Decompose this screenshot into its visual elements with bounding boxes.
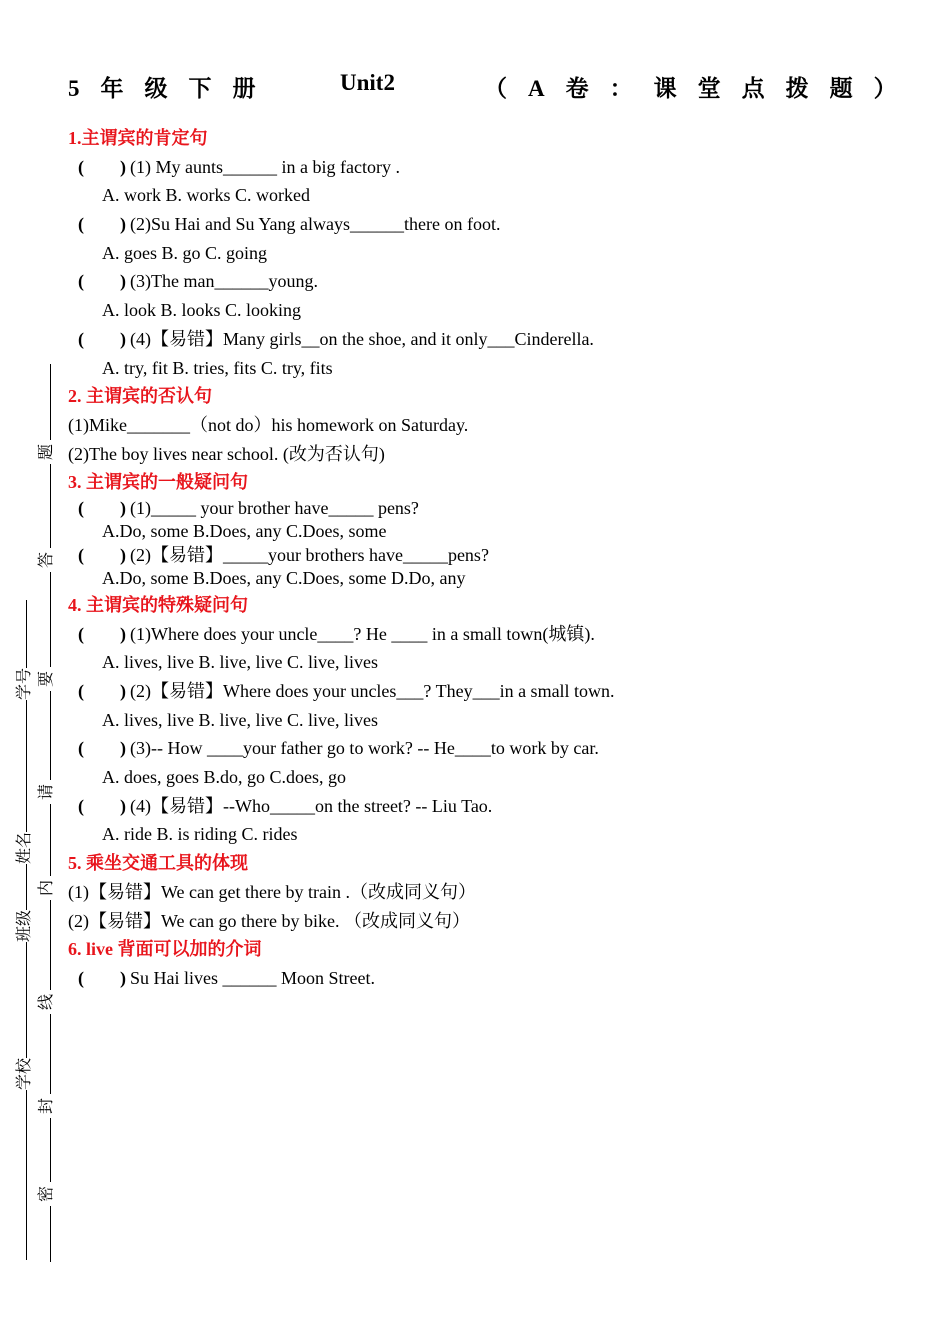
answer-blank[interactable]: ( ) bbox=[78, 544, 126, 565]
seal-line bbox=[50, 364, 51, 1262]
section-heading-4: 4. 主谓宾的特殊疑问句 bbox=[68, 594, 248, 615]
seal-char-2: 答 bbox=[34, 548, 58, 572]
options-4-4: A. ride B. is riding C. rides bbox=[102, 824, 298, 845]
answer-blank[interactable]: ( ) bbox=[78, 214, 126, 235]
options-1-4: A. try, fit B. tries, fits C. try, fits bbox=[102, 357, 333, 378]
section-heading-6: 6. live 背面可以加的介词 bbox=[68, 939, 262, 960]
question-2-1: (1)Mike_______（not do）his homework on Saturday. bbox=[68, 414, 469, 435]
question-text: (4)【易错】--Who_____on the street? -- Liu Tao. bbox=[130, 795, 493, 816]
options-4-3: A. does, goes B.do, go C.does, go bbox=[102, 767, 346, 788]
question-2-2: (2)The boy lives near school. (改为否认句) bbox=[68, 443, 385, 464]
options-4-1: A. lives, live B. live, live C. live, lives bbox=[102, 652, 378, 673]
section-heading-2: 2. 主谓宾的否认句 bbox=[68, 386, 212, 407]
title-volume: （A卷：课堂点拨题） bbox=[484, 76, 918, 101]
label-name: 姓名 bbox=[14, 831, 34, 865]
question-text: (2)【易错】_____your brothers have_____pens? bbox=[130, 544, 489, 565]
answer-blank[interactable]: ( ) bbox=[78, 967, 126, 988]
answer-blank[interactable]: ( ) bbox=[78, 271, 126, 292]
question-text: (3)The man______young. bbox=[130, 271, 318, 292]
question-text: Su Hai lives ______ Moon Street. bbox=[130, 967, 375, 988]
page-title bbox=[68, 70, 918, 104]
question-4-1 bbox=[68, 620, 888, 649]
question-text: (4)【易错】Many girls__on the shoe, and it only___Cinderella. bbox=[130, 328, 594, 349]
options-1-3: A. look B. looks C. looking bbox=[102, 300, 302, 321]
answer-blank[interactable]: ( ) bbox=[78, 328, 126, 349]
seal-char-7: 封 bbox=[34, 1094, 58, 1118]
question-5-1: (1)【易错】We can get there by train .（改成同义句） bbox=[68, 881, 476, 902]
answer-blank[interactable]: ( ) bbox=[78, 795, 126, 816]
section-heading-5: 5. 乘坐交通工具的体现 bbox=[68, 853, 248, 874]
options-1-2: A. goes B. go C. going bbox=[102, 242, 268, 263]
seal-margin bbox=[0, 360, 60, 1270]
label-student-id: 学号 bbox=[14, 667, 34, 701]
answer-blank[interactable]: ( ) bbox=[78, 497, 126, 518]
answer-blank[interactable]: ( ) bbox=[78, 681, 126, 701]
section-heading-3: 3. 主谓宾的一般疑问句 bbox=[68, 472, 248, 493]
question-text: (2)Su Hai and Su Yang always______there on foot. bbox=[130, 214, 501, 235]
seal-char-1: 题 bbox=[34, 440, 58, 464]
seal-char-4: 请 bbox=[34, 780, 58, 804]
options-4-2: A. lives, live B. live, live C. live, lives bbox=[102, 709, 378, 730]
seal-char-8: 密 bbox=[34, 1182, 58, 1206]
question-3-2 bbox=[68, 544, 888, 568]
answer-blank[interactable]: ( ) bbox=[78, 738, 126, 759]
label-class: 班级 bbox=[14, 909, 34, 943]
question-1-2 bbox=[68, 210, 888, 239]
question-1-3 bbox=[68, 267, 888, 296]
question-4-4 bbox=[68, 792, 888, 821]
section-heading-1: 1.主谓宾的肯定句 bbox=[68, 128, 208, 148]
label-school: 学校 bbox=[14, 1057, 34, 1091]
seal-char-3: 要 bbox=[34, 667, 58, 691]
question-text: (1)_____ your brother have_____ pens? bbox=[130, 497, 419, 518]
question-6-1 bbox=[68, 964, 888, 993]
question-text: (2)【易错】Where does your uncles___? They___in a small town. bbox=[130, 681, 615, 701]
question-4-2 bbox=[68, 677, 888, 706]
question-text: (1) My aunts______ in a big factory . bbox=[130, 156, 400, 177]
options-3-1: A.Do, some B.Does, any C.Does, some bbox=[102, 521, 387, 542]
options-3-2: A.Do, some B.Does, any C.Does, some D.Do, any bbox=[102, 568, 466, 589]
options-1-1: A. work B. works C. worked bbox=[102, 185, 310, 206]
title-grade: 5年级下册 bbox=[68, 76, 277, 101]
answer-blank[interactable]: ( ) bbox=[78, 623, 126, 644]
seal-char-5: 内 bbox=[34, 876, 58, 900]
question-5-2: (2)【易错】We can go there by bike. （改成同义句） bbox=[68, 910, 470, 931]
question-text: (1)Where does your uncle____? He ____ in a small town(城镇). bbox=[130, 623, 595, 644]
answer-blank[interactable]: ( ) bbox=[78, 156, 126, 177]
question-4-3 bbox=[68, 734, 888, 763]
question-1-1 bbox=[68, 153, 888, 182]
worksheet-content bbox=[68, 124, 888, 993]
title-unit: Unit2 bbox=[340, 70, 395, 95]
seal-char-6: 线 bbox=[34, 990, 58, 1014]
question-3-1 bbox=[68, 497, 888, 521]
question-1-4 bbox=[68, 325, 888, 354]
question-text: (3)-- How ____your father go to work? -- He____to work by car. bbox=[130, 738, 599, 759]
